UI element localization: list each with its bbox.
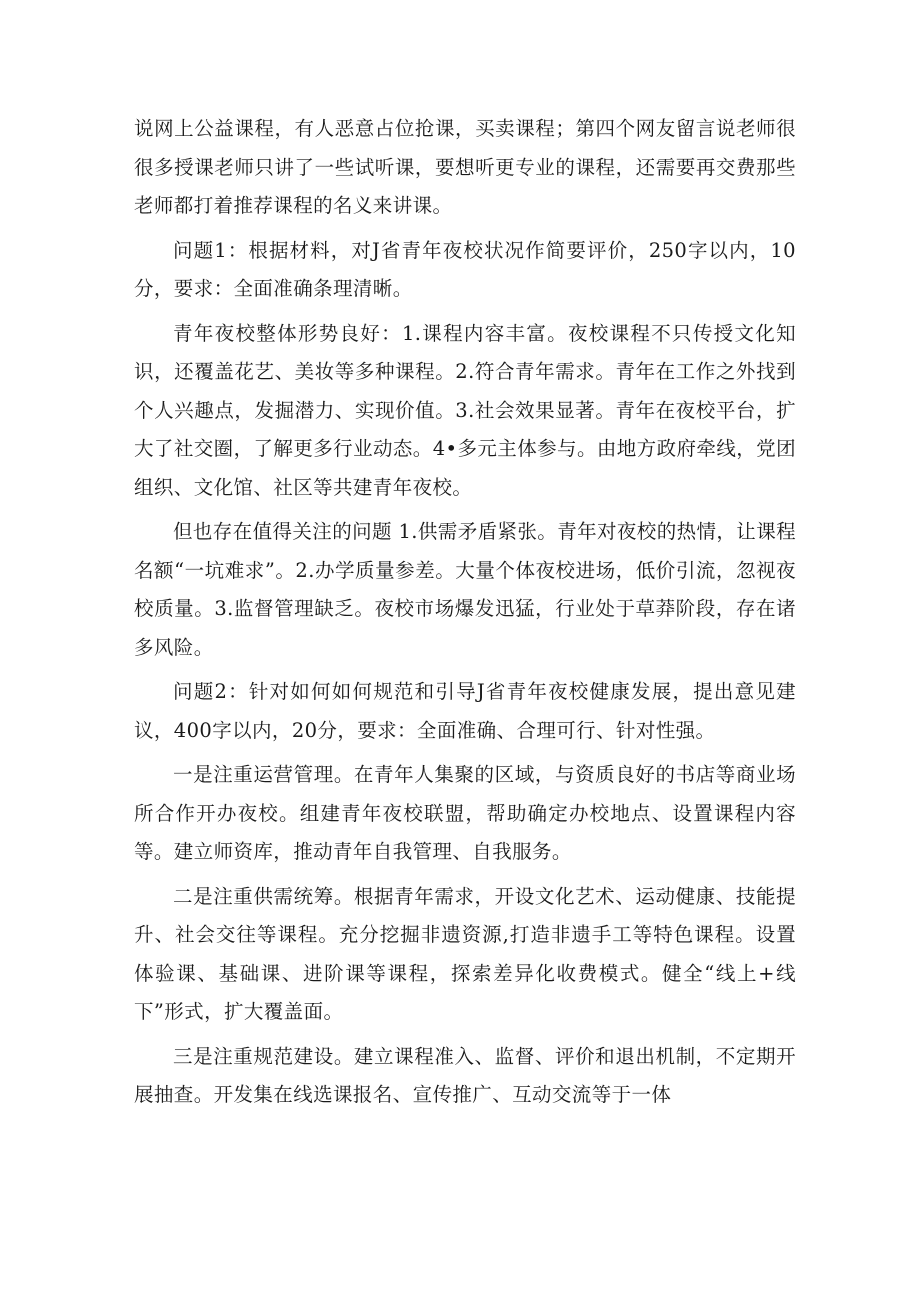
paragraph-question-2: 问题2：针对如何如何规范和引导J省青年夜校健康发展，提出意见建议，400字以内，20分，要求：全面准确、合理可行、针对性强。 xyxy=(134,680,796,742)
paragraph-positive-evaluation: 青年夜校整体形势良好：1.课程内容丰富。夜校课程不只传授文化知识，还覆盖花艺、美妆等多种课程。2.符合青年需求。青年在工作之外找到个人兴趣点，发掘潜力、实现价值。3.社会效果显著。青年在夜校平台，扩大了社交圈，了解更多行业动态。4•多元主体参与。由地方政府牵线，党团组织、文化馆、社区等共建青年夜校。 xyxy=(134,321,796,499)
paragraph-suggestion-1: 一是注重运营管理。在青年人集聚的区域，与资质良好的书店等商业场所合作开办夜校。组建青年夜校联盟，帮助确定办校地点、设置课程内容等。建立师资库，推动青年自我管理、自我服务。 xyxy=(134,763,796,863)
paragraph-problems: 但也存在值得关注的问题 1.供需矛盾紧张。青年对夜校的热情，让课程名额“一坑难求”。2.办学质量参差。大量个体夜校进场，低价引流，忽视夜校质量。3.监督管理缺乏。夜校市场爆发迅猛，行业处于草莽阶段，存在诸多风险。 xyxy=(134,520,797,659)
paragraph-question-1: 问题1：根据材料，对J省青年夜校状况作简要评价，250字以内，10分，要求：全面准确条理清晰。 xyxy=(134,238,796,300)
paragraph-suggestion-2: 二是注重供需统筹。根据青年需求，开设文化艺术、运动健康、技能提升、社会交往等课程。充分挖掘非遗资源,打造非遗手工等特色课程。设置体验课、基础课、进阶课等课程，探索差异化收费模式。健全“线上+线下”形式，扩大覆盖面。 xyxy=(134,884,796,1023)
paragraph-continuation: 说网上公益课程，有人恶意占位抢课，买卖课程；第四个网友留言说老师很很多授课老师只讲了一些试听课，要想听更专业的课程，还需要再交费那些老师都打着推荐课程的名义来讲课。 xyxy=(134,117,796,217)
document-body xyxy=(134,110,796,1121)
paragraph-suggestion-3: 三是注重规范建设。建立课程准入、监督、评价和退出机制，不定期开展抽查。开发集在线选课报名、宣传推广、互动交流等于一体 xyxy=(134,1044,796,1106)
